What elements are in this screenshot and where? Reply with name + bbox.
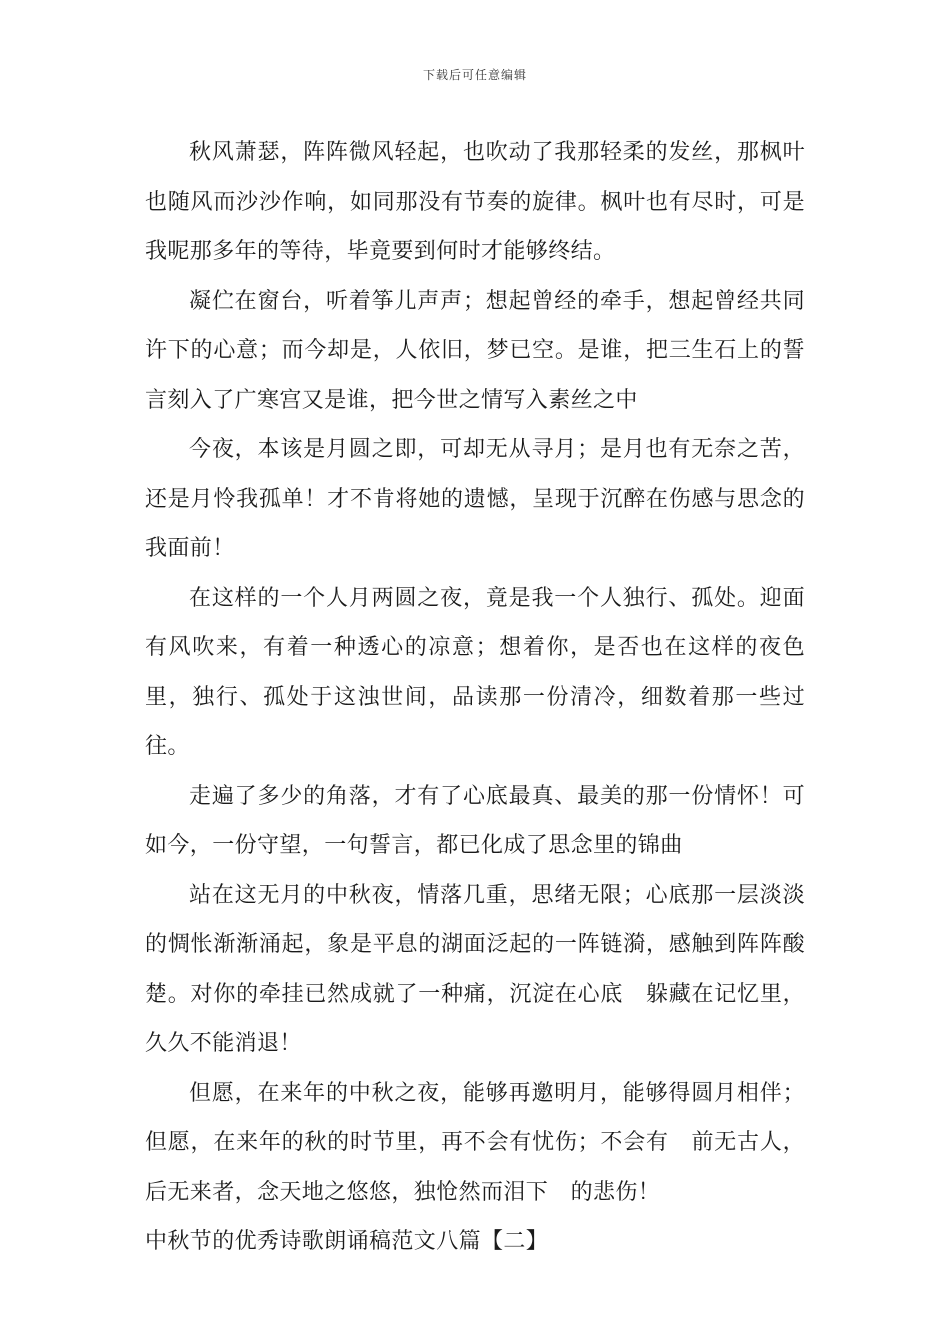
header-note: 下载后可任意编辑 [422,68,527,82]
paragraph-1: 秋风萧瑟，阵阵微风轻起，也吹动了我那轻柔的发丝，那枫叶也随风而沙沙作响，如同那没有节奏的旋律。枫叶也有尽时，可是我呢那多年的等待，毕竟要到何时才能够终结。 [145,140,805,264]
paragraph-2: 凝伫在窗台，听着筝儿声声；想起曾经的牵手，想起曾经共同许下的心意；而今却是，人依旧，梦已空。是谁，把三生石上的誓言刻入了广寒宫又是谁，把今世之情写入素丝之中 [145,288,805,413]
paragraph-5: 走遍了多少的角落，才有了心底最真、最美的那一份情怀！可如今，一份守望，一句誓言，都已化成了思念里的锦曲 [145,783,805,858]
paragraph-6: 站在这无月的中秋夜，情落几重，思绪无限；心底那一层淡淡的惆怅渐渐涌起，象是平息的湖面泛起的一阵链漪，感触到阵阵酸楚。对你的牵挂已然成就了一种痛，沉淀在心底 躲藏在记忆里，久久不能消退！ [145,882,805,1056]
document-body [145,128,805,1267]
paragraph-3: 今夜，本该是月圆之即，可却无从寻月；是月也有无奈之苦，还是月怜我孤单！才不肯将她的遗憾，呈现于沉醉在伤感与思念的我面前！ [145,437,805,561]
paragraph-7: 但愿，在来年的中秋之夜，能够再邀明月，能够得圆月相伴；但愿，在来年的秋的时节里，再不会有忧伤；不会有 前无古人，后无来者，念天地之悠悠，独怆然而泪下 的悲伤！ [145,1080,805,1205]
paragraph-4: 在这样的一个人月两圆之夜，竟是我一个人独行、孤处。迎面有风吹来，有着一种透心的凉意；想着你，是否也在这样的夜色里，独行、孤处于这浊世间，品读那一份清冷，细数着那一些过往。 [145,585,805,759]
section-title: 中秋节的优秀诗歌朗诵稿范文八篇【二】 [145,1229,549,1254]
